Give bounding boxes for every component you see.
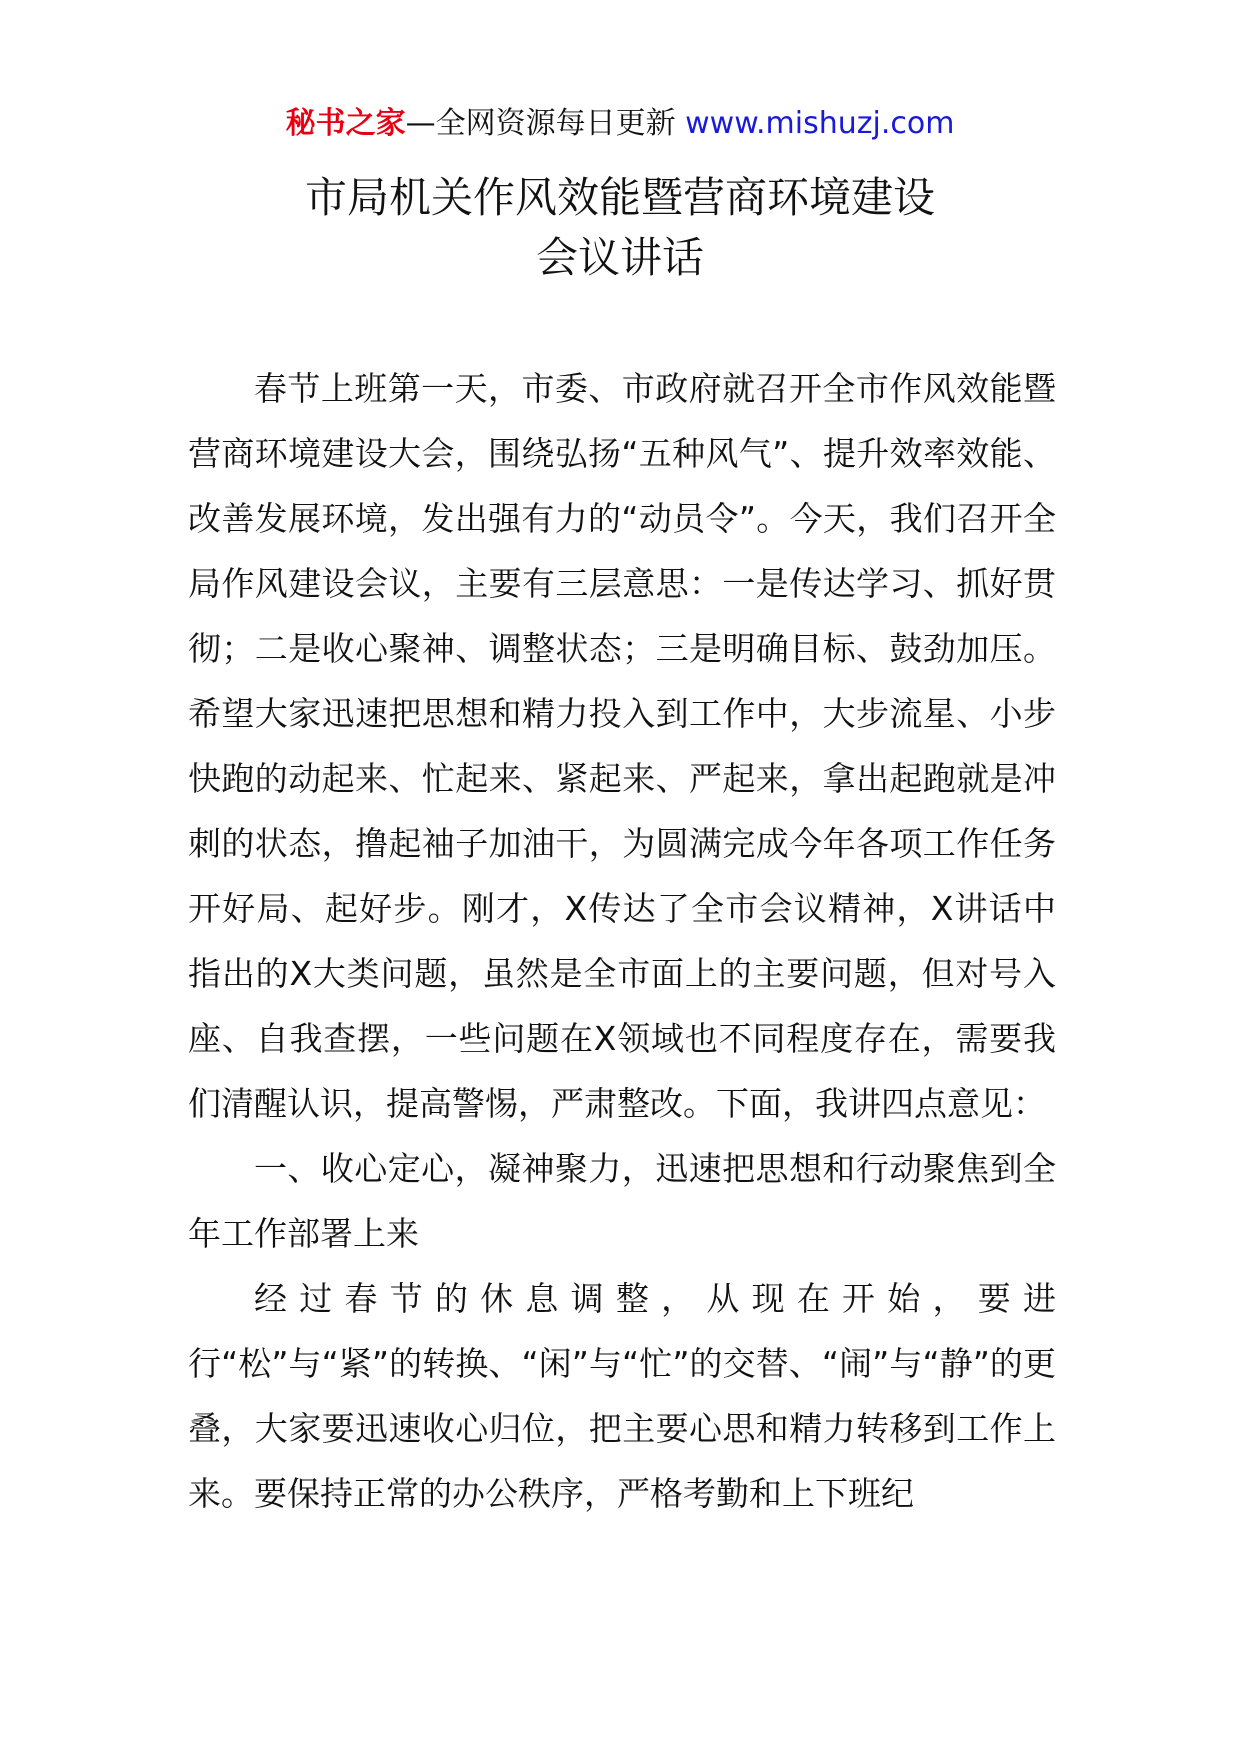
section-1-paragraph: 经过春节的休息调整，从现在开始，要进行“松”与“紧”的转换、“闲”与“忙”的交替、“闹”与“静”的更叠，大家要迅速收心归位，把主要心思和精力转移到工作上来。要保持正常的办公秩序，严格考勤和上下班纪 bbox=[188, 1279, 1056, 1513]
site-url-link[interactable]: www.mishuzj.com bbox=[685, 106, 955, 141]
title-line-2: 会议讲话 bbox=[535, 233, 704, 282]
intro-paragraph: 春节上班第一天，市委、市政府就召开全市作风效能暨营商环境建设大会，围绕弘扬“五种风气”、提升效率效能、改善发展环境，发出强有力的“动员令”。今天，我们召开全局作风建设会议，主要有三层意思：一是传达学习、抓好贯彻；二是收心聚神、调整状态；三是明确目标、鼓劲加压。希望大家迅速把思想和精力投入到工作中，大步流星、小步快跑的动起来、忙起来、紧起来、严起来，拿出起跑就是冲刺的状态，撸起袖子加油干，为圆满完成今年各项工作任务开好局、起好步。刚才，X传达了全市会议精神，X讲话中指出的X大类问题，虽然是全市面上的主要问题，但对号入座、自我查摆，一些问题在X领域也不同程度存在，需要我们清醒认识，提高警惕，严肃整改。下面，我讲四点意见： bbox=[188, 369, 1056, 1123]
brand-name: 秘书之家 bbox=[285, 106, 406, 141]
site-header bbox=[0, 104, 1240, 144]
document-title bbox=[0, 168, 1240, 288]
section-heading-1: 一、收心定心，凝神聚力，迅速把思想和行动聚焦到全年工作部署上来 bbox=[188, 1149, 1056, 1253]
title-line-1: 市局机关作风效能暨营商环境建设 bbox=[304, 173, 935, 222]
document-body bbox=[188, 356, 1056, 1526]
site-tagline: —全网资源每日更新 bbox=[405, 106, 686, 141]
